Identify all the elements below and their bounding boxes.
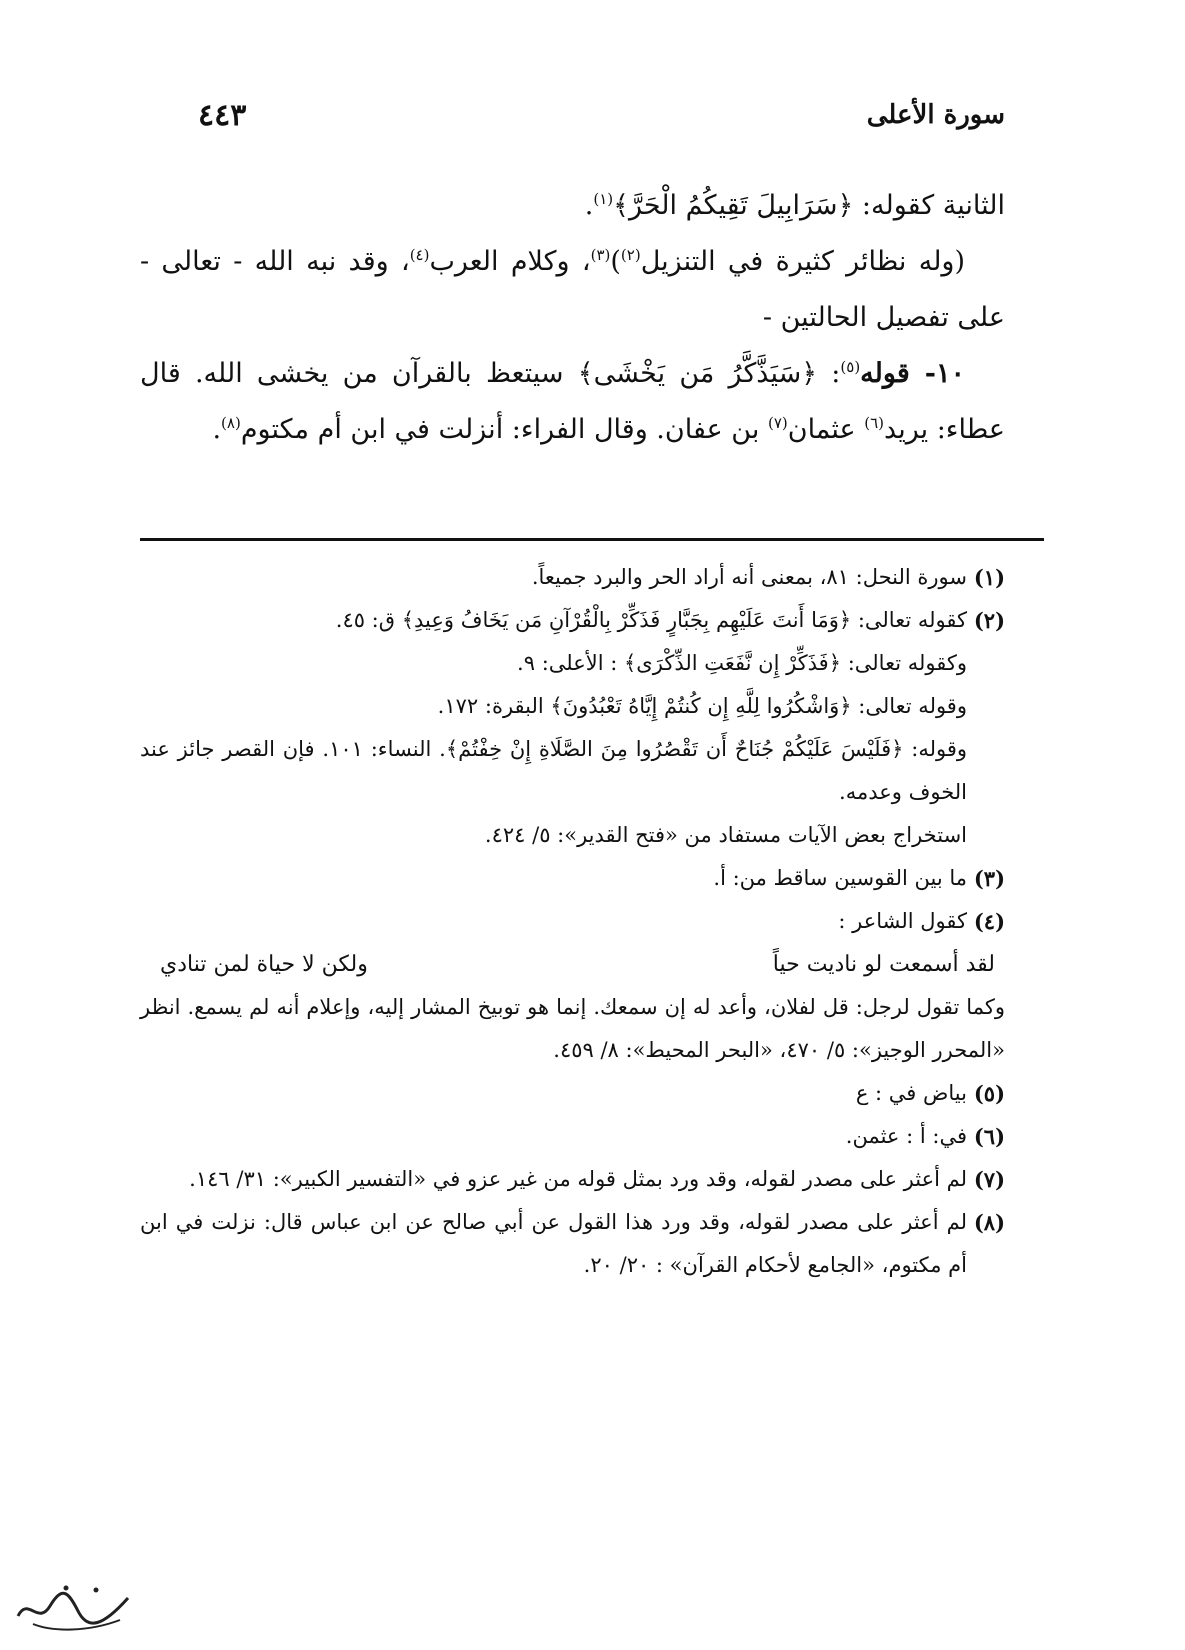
footnote-ref: (٣)	[590, 246, 611, 264]
footnote-number: (٢)	[973, 608, 1005, 633]
footnote-3	[140, 857, 1005, 900]
footnote-5	[140, 1072, 1005, 1115]
text-span: )	[610, 246, 621, 277]
verse-first-hemistich: لقد أسمعت لو ناديت حياً	[772, 952, 995, 977]
footnote-number: (٤)	[973, 909, 1005, 934]
footnote-number: (١)	[973, 565, 1005, 590]
text-span: : ﴿سَيَذَّكَّرُ مَن يَخْشَى﴾ سيتعظ بالقرآن من يخشى الله. قال عطاء: يريد	[140, 358, 1005, 445]
text-span: بن عفان. وقال الفراء: أنزلت في ابن أم مكتوم	[240, 414, 768, 445]
footnote-text: كقول الشاعر :	[838, 909, 967, 933]
footnote-text: بياض في : ع	[855, 1081, 967, 1105]
footnote-text: وكقوله تعالى: ﴿فَذَكِّرْ إِن نَّفَعَتِ الذِّكْرَى﴾ : الأعلى: ٩.	[517, 651, 967, 675]
footnote-text: ما بين القوسين ساقط من: أ.	[713, 866, 967, 890]
footnote-8	[140, 1201, 1005, 1287]
footnote-text: وقوله: ﴿فَلَيْسَ عَلَيْكُمْ جُنَاحٌ أَن تَقْصُرُوا مِنَ الصَّلَاةِ إِنْ خِفْتُمْ﴾. النساء: ١٠١. فإن القصر جائز عند الخوف وعدمه.	[140, 737, 968, 804]
footnote-7	[140, 1158, 1005, 1201]
footnote-4	[140, 900, 1005, 943]
surah-title: سورة الأعلى	[866, 100, 1005, 130]
footnote-ref: (٨)	[221, 414, 241, 432]
footnote-number: (٧)	[973, 1167, 1005, 1192]
main-text	[140, 178, 1005, 458]
text-span: .	[584, 190, 594, 221]
footnote-text: كقوله تعالى: ﴿وَمَا أَنتَ عَلَيْهِم بِجَبَّارٍ فَذَكِّرْ بِالْقُرْآنِ مَن يَخَافُ وَعِيدِ﴾ ق: ٤٥.	[335, 608, 967, 632]
footnote-ref: (٦)	[864, 414, 885, 432]
footnote-text: وقوله تعالى: ﴿وَاشْكُرُوا لِلَّهِ إِن كُنتُمْ إِيَّاهُ تَعْبُدُونَ﴾ البقرة: ١٧٢.	[437, 694, 967, 718]
watermark-logo	[8, 1576, 138, 1638]
text-span: .	[212, 414, 222, 445]
footnote-ref: (٢)	[620, 246, 641, 264]
verse-second-hemistich: ولكن لا حياة لمن تنادي	[160, 952, 368, 977]
footnote-2	[140, 599, 1005, 857]
text-span: ، وكلام العرب	[429, 246, 591, 277]
footnote-text: في: أ : عثمن.	[845, 1124, 967, 1148]
footnote-number: (٦)	[973, 1124, 1005, 1149]
text-span: ، وقد نبه الله - تعالى - على تفصيل الحالتين -	[140, 246, 1005, 333]
paragraph-3	[140, 346, 1005, 458]
footnote-text: لم أعثر على مصدر لقوله، وقد ورد بمثل قوله من غير عزو في «التفسير الكبير»: ٣١/ ١٤٦.	[189, 1167, 967, 1191]
footnote-number: (٣)	[973, 866, 1005, 891]
text-span: عثمان	[787, 414, 865, 445]
footnote-ref: (١)	[593, 190, 614, 208]
footnote-1	[140, 556, 1005, 599]
paragraph-2	[140, 234, 1005, 346]
footnote-text: سورة النحل: ٨١، بمعنى أنه أراد الحر والبرد جميعاً.	[531, 565, 967, 589]
footnote-6	[140, 1115, 1005, 1158]
page-number: ٤٤٣	[198, 98, 247, 133]
footnote-ref: (٥)	[840, 358, 861, 376]
text-span: الثانية كقوله: ﴿سَرَابِيلَ تَقِيكُمُ الْحَرَّ﴾	[613, 190, 1005, 221]
footnote-ref: (٧)	[767, 414, 788, 432]
footnote-number: (٨)	[973, 1210, 1005, 1235]
paragraph-1	[140, 178, 1005, 234]
footnote-text: وكما تقول لرجل: قل لفلان، وأعد له إن سمعك. إنما هو توبيخ المشار إليه، وإعلام أنه لم يسمع. انظر «المحرر الوجيز»: ٥/ ٤٧٠، «البحر المحيط»: ٨/ ٤٥٩.	[140, 995, 1005, 1062]
footnotes	[140, 556, 1005, 1287]
poetry-verse	[140, 943, 1005, 986]
footnote-separator	[140, 538, 1044, 541]
footnote-number: (٥)	[973, 1081, 1005, 1106]
footnote-text: استخراج بعض الآيات مستفاد من «فتح القدير»: ٥/ ٤٢٤.	[484, 823, 967, 847]
text-span: ١٠- قوله	[860, 358, 965, 389]
text-span: (وله نظائر كثيرة في التنزيل	[640, 246, 965, 277]
footnote-ref: (٤)	[409, 246, 430, 264]
footnote-text: لم أعثر على مصدر لقوله، وقد ورد هذا القول عن أبي صالح عن ابن عباس قال: نزلت في ابن أم مكتوم، «الجامع لأحكام القرآن» : ٢٠/ ٢٠.	[140, 1210, 967, 1277]
footnote-4-continued	[140, 986, 1005, 1072]
